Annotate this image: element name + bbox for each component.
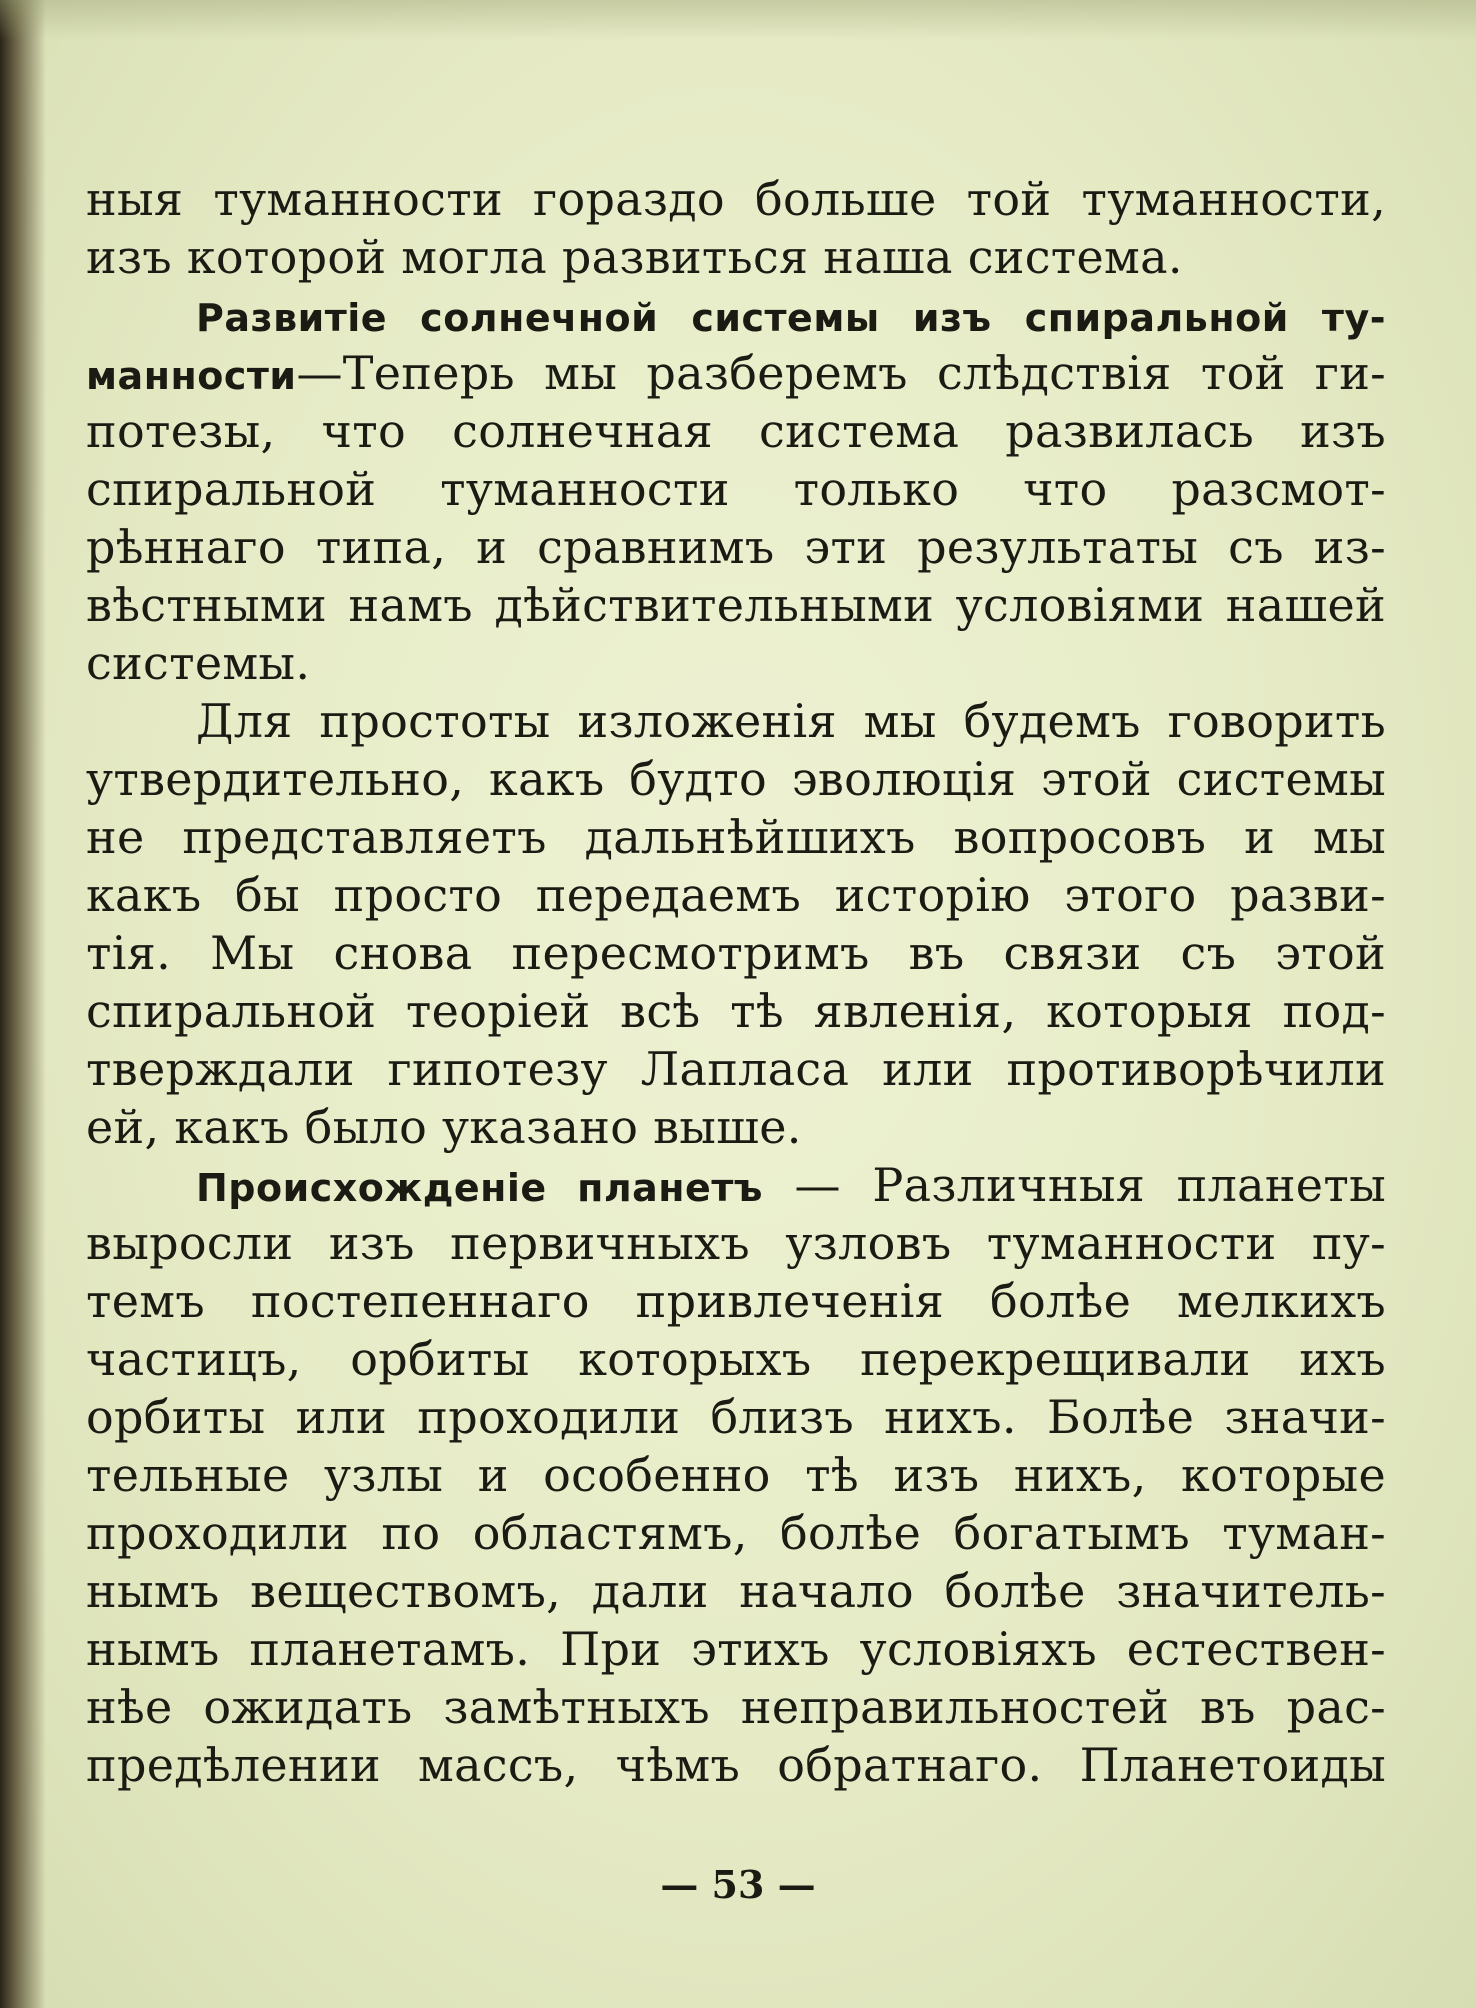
text-line-10: Для простоты изложенія мы будемъ говорить — [196, 694, 1386, 748]
text-line-2: изъ которой могла развиться наша система. — [86, 230, 1183, 284]
text-line-5: потезы, что солнечная система развилась изъ — [86, 404, 1386, 458]
text-line-16: тверждали гипотезу Лапласа или противорѣчили — [86, 1042, 1386, 1096]
text-line-20: темъ постепеннаго привлеченія болѣе мелкихъ — [86, 1274, 1386, 1328]
page-top-shade — [0, 0, 1476, 40]
section-heading-spiral-line — [86, 286, 1386, 344]
text-line-21: частицъ, орбиты которыхъ перекрещивали ихъ — [86, 1332, 1386, 1386]
section-heading-spiral: Развитіе солнечной системы изъ спиральной ту- — [196, 296, 1386, 340]
text-line-11: утвердительно, какъ будто эволюція этой системы — [86, 752, 1386, 806]
text-line-14: тія. Мы снова пересмотримъ въ связи съ этой — [86, 926, 1386, 980]
text-line-6: спиральной туманности только что разсмот- — [86, 462, 1386, 516]
text-line-15: спиральной теоріей всѣ тѣ явленія, которыя под- — [86, 984, 1386, 1038]
text-line-25: нымъ веществомъ, дали начало болѣе значитель- — [86, 1564, 1386, 1618]
text-line-9: системы. — [86, 636, 311, 690]
text-line-1: ныя туманности гораздо больше той туманности, — [86, 172, 1386, 226]
text-line-4 — [86, 344, 1386, 402]
text-line-17: ей, какъ было указано выше. — [86, 1100, 802, 1154]
text-line-8: вѣстными намъ дѣйствительными условіями нашей — [86, 578, 1386, 632]
text-line-26: нымъ планетамъ. При этихъ условіяхъ естествен- — [86, 1622, 1386, 1676]
page-body — [86, 170, 1386, 1794]
text-line-28: предѣлении массъ, чѣмъ обратнаго. Планетоиды — [86, 1738, 1386, 1792]
text-line-23: тельные узлы и особенно тѣ изъ нихъ, которые — [86, 1448, 1386, 1502]
section-heading-planets: Происхожденіе планетъ — [196, 1166, 763, 1210]
section-heading-planets-text: — Различныя планеты — [762, 1158, 1386, 1212]
text-line-12: не представляетъ дальнѣйшихъ вопросовъ и мы — [86, 810, 1386, 864]
text-line-24: проходили по областямъ, болѣе богатымъ туман- — [86, 1506, 1386, 1560]
page-edge-shadow — [0, 0, 46, 2008]
page-number: — 53 — — [660, 1862, 816, 1907]
text-line-19: выросли изъ первичныхъ узловъ туманности пу- — [86, 1216, 1386, 1270]
text-line-22: орбиты или проходили близъ нихъ. Болѣе значи- — [86, 1390, 1386, 1444]
text-line-7: рѣннаго типа, и сравнимъ эти результаты съ из- — [86, 520, 1386, 574]
section-heading-spiral-continued: манности — [86, 354, 297, 398]
text-line-13: какъ бы просто передаемъ исторію этого разви- — [86, 868, 1386, 922]
section-heading-spiral-text: —Теперь мы разберемъ слѣдствія той ги- — [296, 346, 1386, 400]
section-heading-planets-line — [86, 1156, 1386, 1214]
text-line-27: нѣе ожидать замѣтныхъ неправильностей въ рас- — [86, 1680, 1386, 1734]
